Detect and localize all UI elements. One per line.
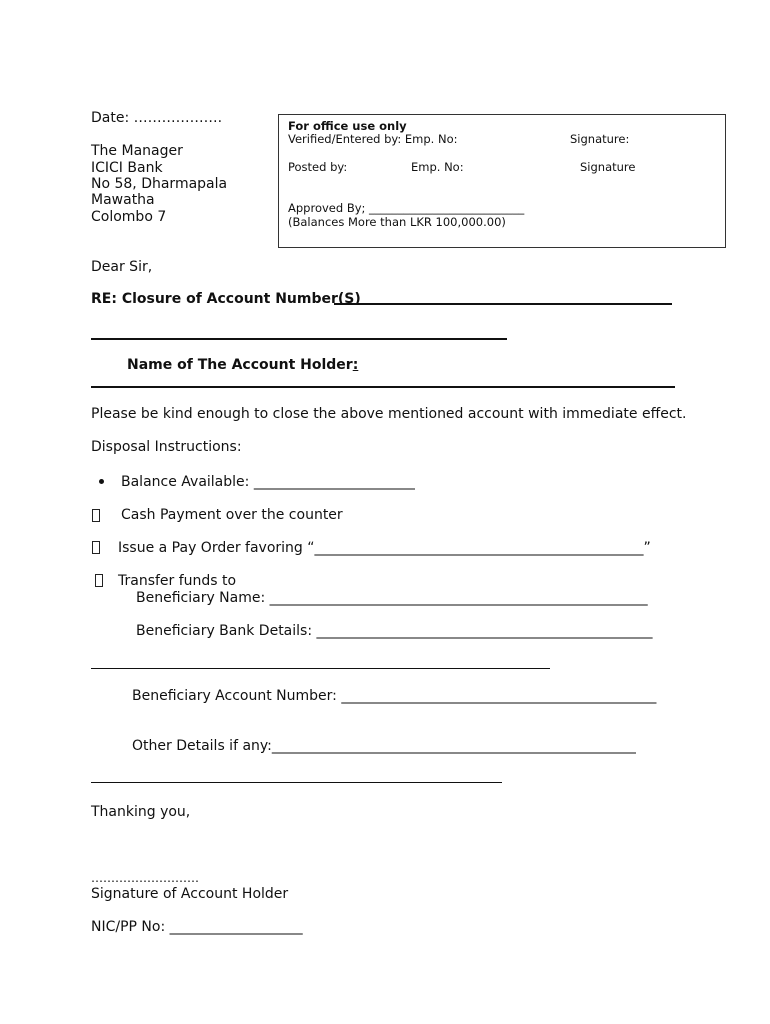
other-details-field: Other Details if any:____________________________________________________ <box>132 738 636 754</box>
signature-dots: ……………………… <box>91 871 199 885</box>
addressee-line-2: ICICI Bank <box>91 160 163 176</box>
beneficiary-account-field: Beneficiary Account Number: _____________________________________________ <box>132 688 657 704</box>
addressee-line-3: No 58, Dharmapala <box>91 176 228 192</box>
verified-by-label: Verified/Entered by: Emp. No: <box>288 132 458 146</box>
signature-label: Signature of Account Holder <box>91 886 289 902</box>
pay-order-option: Issue a Pay Order favoring “_______________________________________________” <box>118 540 651 556</box>
approved-by-field: Approved By; ___________________________ <box>288 201 525 215</box>
disposal-instructions-label: Disposal Instructions: <box>91 439 242 455</box>
checkbox-icon <box>92 541 100 554</box>
checkbox-icon <box>95 574 103 587</box>
other-details-line <box>91 782 502 783</box>
date-field: Date: ………………. <box>91 110 223 126</box>
account-holder-line <box>91 386 675 388</box>
salutation: Dear Sir, <box>91 259 153 275</box>
addressee-line-1: The Manager <box>91 143 183 159</box>
addressee-line-4: Mawatha <box>91 192 155 208</box>
posted-by-label: Posted by: <box>288 160 348 174</box>
posted-emp-no-label: Emp. No: <box>411 160 464 174</box>
beneficiary-bank-field: Beneficiary Bank Details: ________________________________________________ <box>136 623 653 639</box>
addressee-line-5: Colombo 7 <box>91 209 167 225</box>
balance-available-field: Balance Available: _______________________ <box>121 474 415 490</box>
bullet-icon <box>99 479 104 484</box>
verified-signature-label: Signature: <box>570 132 630 146</box>
re-subject: RE: Closure of Account Number(S) <box>91 291 361 307</box>
nic-pp-field: NIC/PP No: ___________________ <box>91 919 303 935</box>
office-use-title: For office use only <box>288 119 407 133</box>
beneficiary-name-field: Beneficiary Name: ______________________________________________________ <box>136 590 648 606</box>
checkbox-icon <box>92 509 100 522</box>
account-number-line-2 <box>91 338 507 340</box>
office-use-box <box>278 114 726 248</box>
transfer-funds-option: Transfer funds to <box>118 573 237 589</box>
balances-note: (Balances More than LKR 100,000.00) <box>288 215 506 229</box>
account-holder-label: Name of The Account Holder: <box>127 357 359 373</box>
cash-payment-option: Cash Payment over the counter <box>121 507 343 523</box>
account-number-line-1 <box>334 303 672 305</box>
beneficiary-bank-line <box>91 668 550 669</box>
posted-signature-label: Signature <box>580 160 636 174</box>
closing-text: Thanking you, <box>91 804 191 820</box>
request-text: Please be kind enough to close the above mentioned account with immediate effect. <box>91 406 687 422</box>
